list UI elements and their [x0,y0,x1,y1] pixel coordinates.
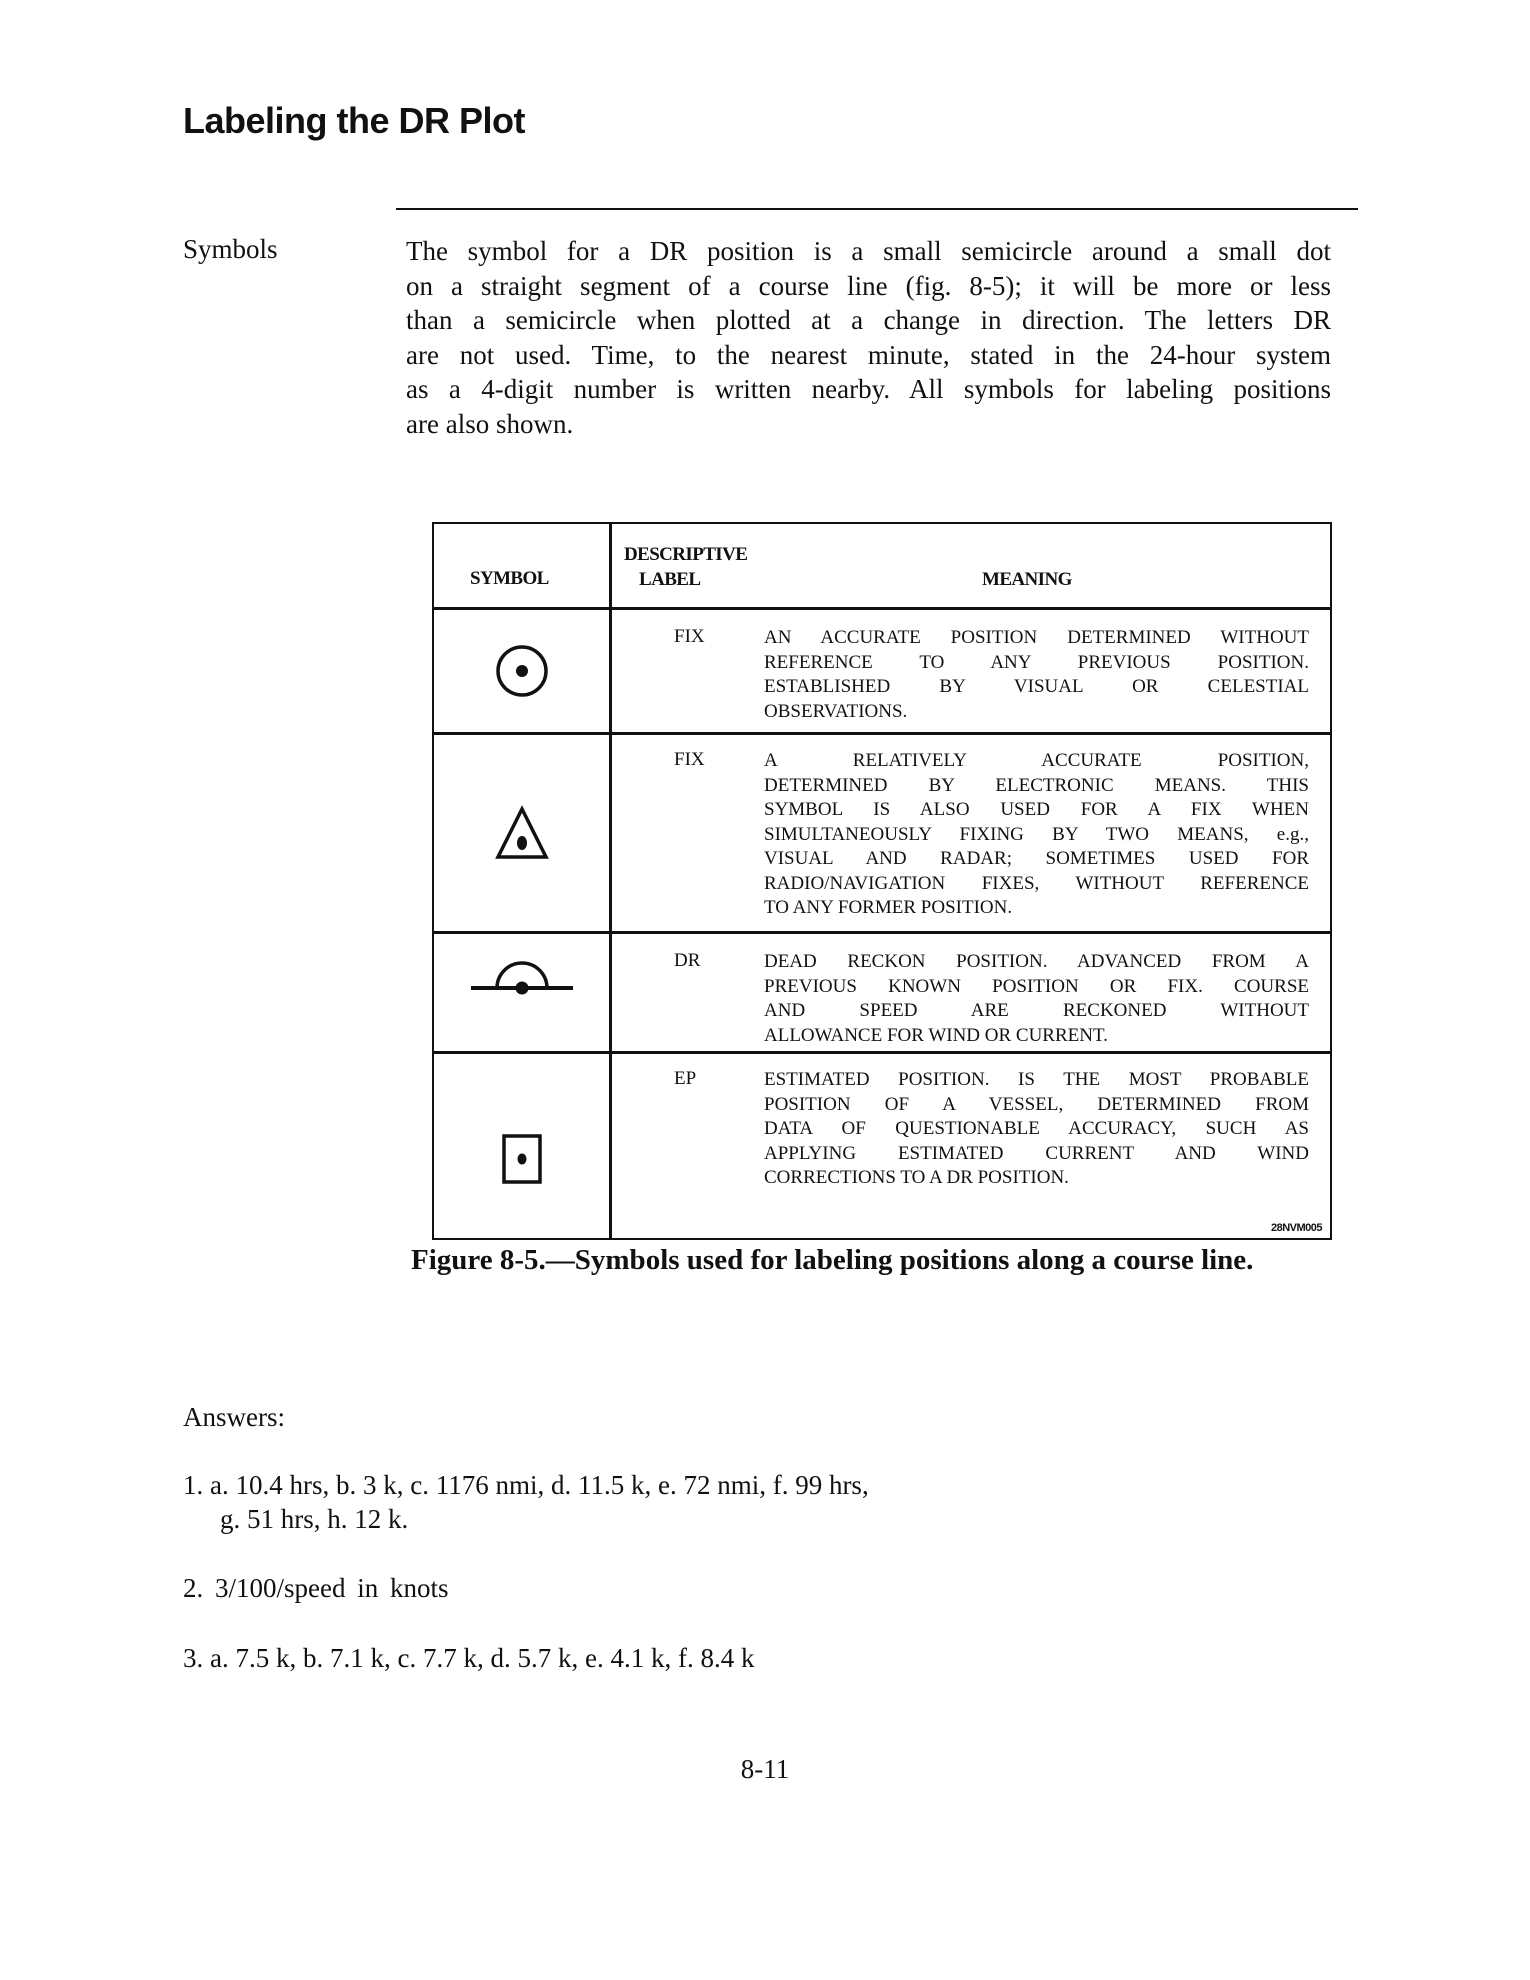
meaning-line: DETERMINED BY ELECTRONIC MEANS. THIS [764,774,1309,796]
descriptive-label: FIX [674,749,705,770]
meaning-text [764,950,1309,1048]
table-row [434,735,1330,931]
body-line: The symbol for a DR position is a small semicircle around a small dot [406,236,1331,266]
table-row [434,934,1330,1051]
header-symbol: SYMBOL [470,568,549,589]
symbols-figure-table [432,522,1332,1240]
meaning-line: POSITION OF A VESSEL, DETERMINED FROM [764,1093,1309,1115]
body-line: are also shown. [406,408,574,439]
header-meaning: MEANING [982,569,1072,590]
meaning-line: SYMBOL IS ALSO USED FOR A FIX WHEN [764,799,1309,820]
header-descriptive: DESCRIPTIVE [624,544,748,565]
body-paragraph [406,234,1331,441]
meaning-line: REFERENCE TO ANY PREVIOUS POSITION. [764,651,1309,673]
descriptive-label: EP [674,1068,697,1089]
meaning-text [764,749,1309,921]
meaning-line: SIMULTANEOUSLY FIXING BY TWO MEANS, e.g., [764,823,1309,845]
figure-id: 28NVM005 [1270,1222,1322,1234]
figure-caption: Figure 8-5.—Symbols used for labeling positions along a course line. [411,1244,1254,1276]
answer-item-1 [183,1468,869,1536]
square-dot-icon [434,1114,609,1204]
body-line: than a semicircle when plotted at a change in direction. The letters DR [406,305,1331,335]
meaning-line: OBSERVATIONS. [764,700,908,722]
section-label: Symbols [183,234,278,264]
table-row [434,1054,1330,1239]
meaning-line: DATA OF QUESTIONABLE ACCURACY, SUCH AS [764,1118,1309,1139]
meaning-line: RADIO/NAVIGATION FIXES, WITHOUT REFERENCE [764,872,1309,894]
table-row [434,610,1330,732]
meaning-line: ALLOWANCE FOR WIND OR CURRENT. [764,1024,1108,1046]
meaning-line: AND SPEED ARE RECKONED WITHOUT [764,1000,1309,1021]
meaning-line: ESTABLISHED BY VISUAL OR CELESTIAL [764,676,1309,697]
meaning-line: ESTIMATED POSITION. IS THE MOST PROBABLE [764,1069,1309,1090]
meaning-text [764,1068,1309,1191]
answer-line: g. 51 hrs, h. 12 k. [220,1504,409,1534]
answer-line: 1. a. 10.4 hrs, b. 3 k, c. 1176 nmi, d. 11.5 k, e. 72 nmi, f. 99 hrs, [183,1470,869,1500]
page-number: 8-11 [740,1754,790,1784]
circle-dot-icon [434,610,609,732]
body-line: on a straight segment of a course line (fig. 8-5); it will be more or less [406,270,1331,301]
answers-title: Answers: [183,1402,285,1432]
answer-item-2: 2. 3/100/speed in knots [183,1573,449,1603]
body-line: as a 4-digit number is written nearby. All symbols for labeling positions [406,374,1331,404]
triangle-dot-icon [434,735,609,931]
meaning-line: A RELATIVELY ACCURATE POSITION, [764,750,1309,771]
answer-item-3: 3. a. 7.5 k, b. 7.1 k, c. 7.7 k, d. 5.7 k, e. 4.1 k, f. 8.4 k [183,1643,755,1673]
section-divider [396,208,1358,210]
meaning-line: VISUAL AND RADAR; SOMETIMES USED FOR [764,848,1309,869]
meaning-line: DEAD RECKON POSITION. ADVANCED FROM A [764,951,1309,972]
meaning-line: CORRECTIONS TO A DR POSITION. [764,1167,1069,1188]
meaning-line: AN ACCURATE POSITION DETERMINED WITHOUT [764,627,1309,648]
descriptive-label: DR [674,950,701,971]
descriptive-label: FIX [674,626,705,647]
meaning-text [764,626,1309,724]
semicircle-dot-on-line-icon [434,934,609,1024]
body-line: are not used. Time, to the nearest minute, stated in the 24-hour system [406,339,1331,370]
page-title: Labeling the DR Plot [183,100,526,141]
meaning-line: TO ANY FORMER POSITION. [764,897,1013,918]
header-label: LABEL [639,569,701,590]
meaning-line: PREVIOUS KNOWN POSITION OR FIX. COURSE [764,975,1309,997]
meaning-line: APPLYING ESTIMATED CURRENT AND WIND [764,1142,1309,1164]
